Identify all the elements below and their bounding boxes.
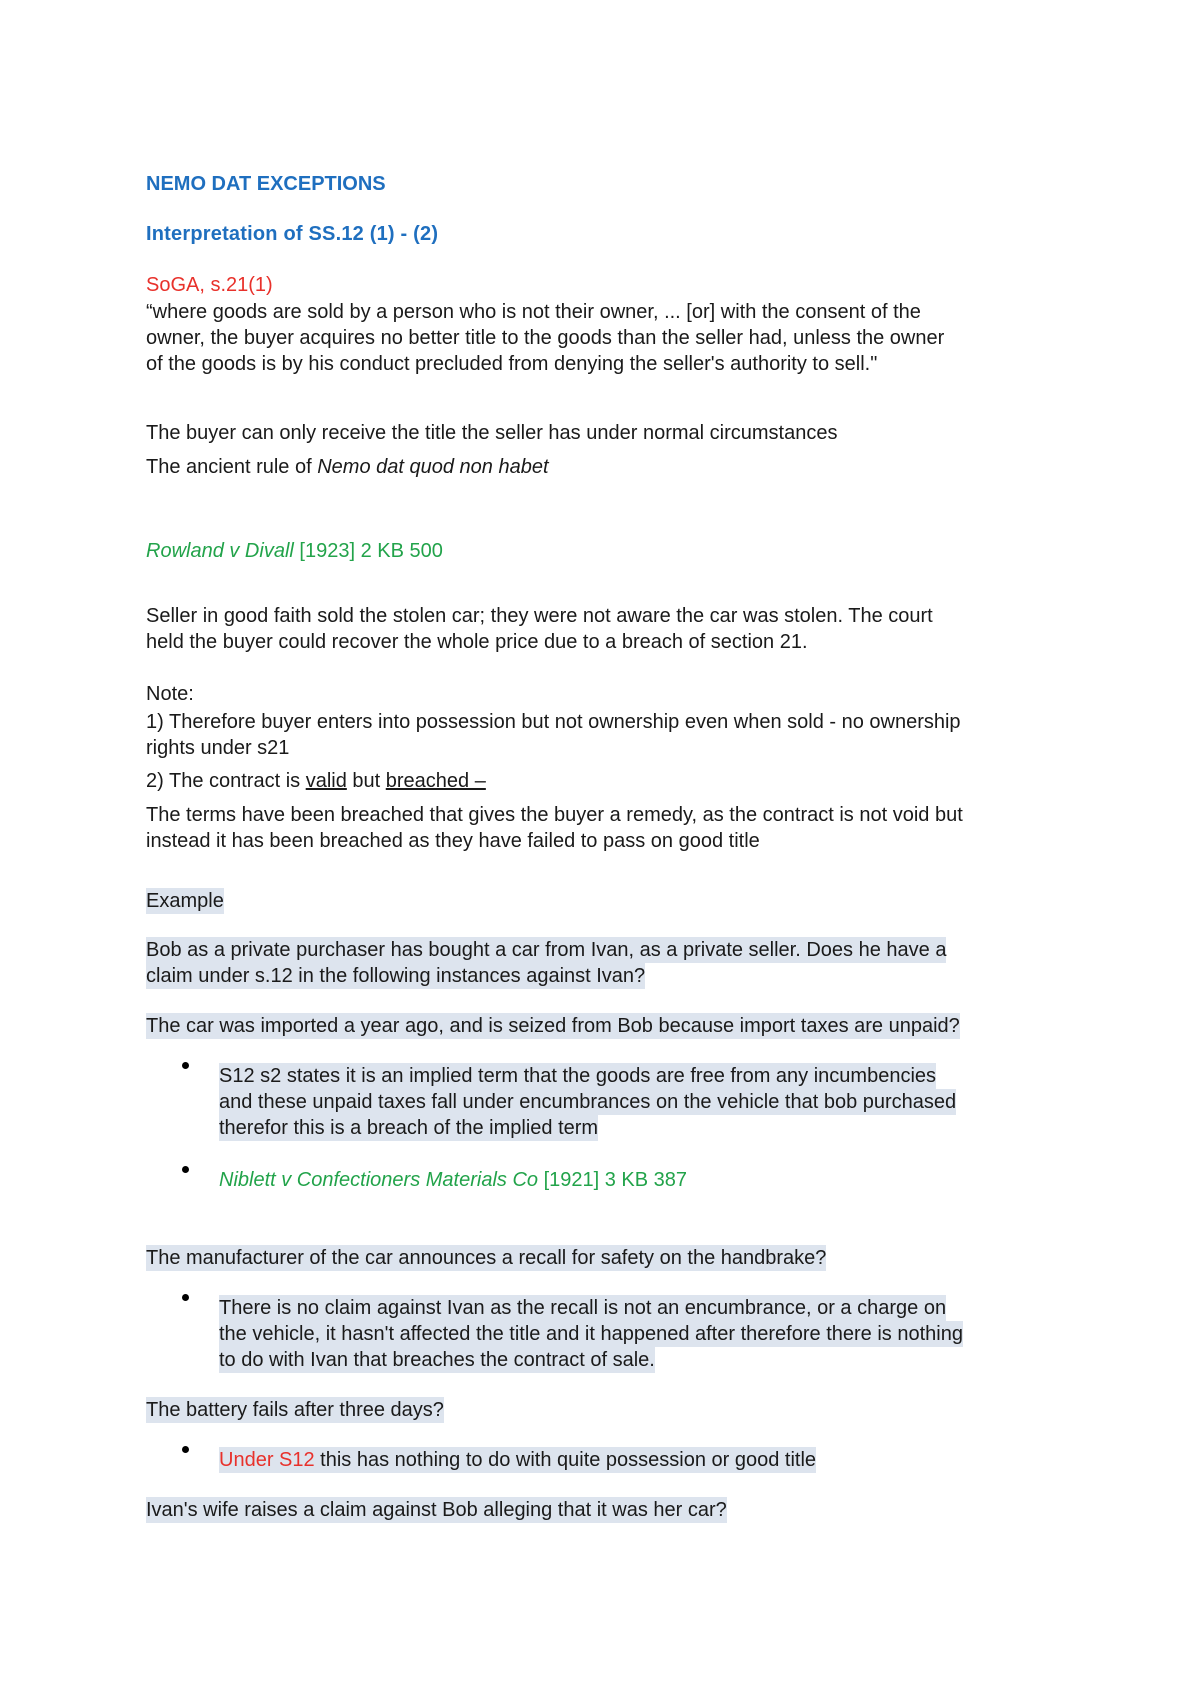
example-line: claim under s.12 in the following instances against Ivan?: [146, 965, 646, 987]
section-heading: Interpretation of SS.12 (1) - (2): [146, 223, 439, 245]
bullet-icon: [182, 1062, 192, 1072]
facts-line: Seller in good faith sold the stolen car; they were not aware the car was stolen. The court: [146, 605, 933, 627]
case-cite: [1921] 3 KB 387: [538, 1169, 688, 1191]
facts-line: held the buyer could recover the whole price due to a breach of section 21.: [146, 631, 808, 653]
bullet-line: and these unpaid taxes fall under encumbrances on the vehicle that bob purchased: [219, 1091, 957, 1113]
bullet-line: There is no claim against Ivan as the recall is not an encumbrance, or a charge on: [219, 1297, 947, 1319]
statute-reference: Under S12: [219, 1449, 315, 1471]
bullet-icon: [182, 1294, 192, 1304]
case-citation: [219, 1167, 687, 1193]
latin-maxim: Nemo dat quod non habet: [317, 456, 549, 478]
case-name: Rowland v Divall: [146, 540, 294, 562]
note-line: [146, 768, 486, 794]
question: The manufacturer of the car announces a recall for safety on the handbrake?: [146, 1247, 827, 1269]
question: The car was imported a year ago, and is seized from Bob because import taxes are unpaid?: [146, 1015, 960, 1037]
bullet-icon: [182, 1166, 192, 1176]
page-title: NEMO DAT EXCEPTIONS: [146, 173, 386, 195]
bullet-line: to do with Ivan that breaches the contract of sale.: [219, 1349, 655, 1371]
bullet-line: S12 s2 states it is an implied term that the goods are free from any incumbencies: [219, 1065, 937, 1087]
example-line: Bob as a private purchaser has bought a car from Ivan, as a private seller. Does he have a: [146, 939, 947, 961]
note-label: Note:: [146, 683, 194, 705]
bullet-line: the vehicle, it hasn't affected the title and it happened after therefore there is nothing: [219, 1323, 963, 1345]
case-cite: [1923] 2 KB 500: [293, 540, 443, 562]
quote-line: of the goods is by his conduct precluded from denying the seller's authority to sell.": [146, 353, 878, 375]
example-label: Example: [146, 890, 224, 912]
note-text: but: [346, 770, 386, 792]
quote-line: “where goods are sold by a person who is not their owner, ... [or] with the consent of the: [146, 301, 921, 323]
case-name: Niblett v Confectioners Materials Co: [219, 1169, 539, 1191]
statute-reference: SoGA, s.21(1): [146, 274, 273, 296]
bullet-text: this has nothing to do with quite possession or good title: [314, 1449, 817, 1471]
terms-line: The terms have been breached that gives the buyer a remedy, as the contract is not void but: [146, 804, 963, 826]
note-text: 2) The contract is: [146, 770, 306, 792]
paragraph: [146, 454, 549, 480]
underlined-breached: breached –: [385, 770, 486, 792]
case-citation: [146, 538, 443, 564]
bullet-icon: [182, 1446, 192, 1456]
note-line: rights under s21: [146, 737, 290, 759]
paragraph-text: The ancient rule of: [146, 456, 318, 478]
quote-line: owner, the buyer acquires no better title to the goods than the seller had, unless the owner: [146, 327, 945, 349]
bullet-line: [219, 1447, 816, 1473]
paragraph: The buyer can only receive the title the seller has under normal circumstances: [146, 422, 838, 444]
note-line: 1) Therefore buyer enters into possession but not ownership even when sold - no ownership: [146, 711, 961, 733]
underlined-valid: valid: [305, 770, 347, 792]
question: The battery fails after three days?: [146, 1399, 444, 1421]
bullet-line: therefor this is a breach of the implied term: [219, 1117, 599, 1139]
question: Ivan's wife raises a claim against Bob alleging that it was her car?: [146, 1499, 727, 1521]
terms-line: instead it has been breached as they have failed to pass on good title: [146, 830, 760, 852]
